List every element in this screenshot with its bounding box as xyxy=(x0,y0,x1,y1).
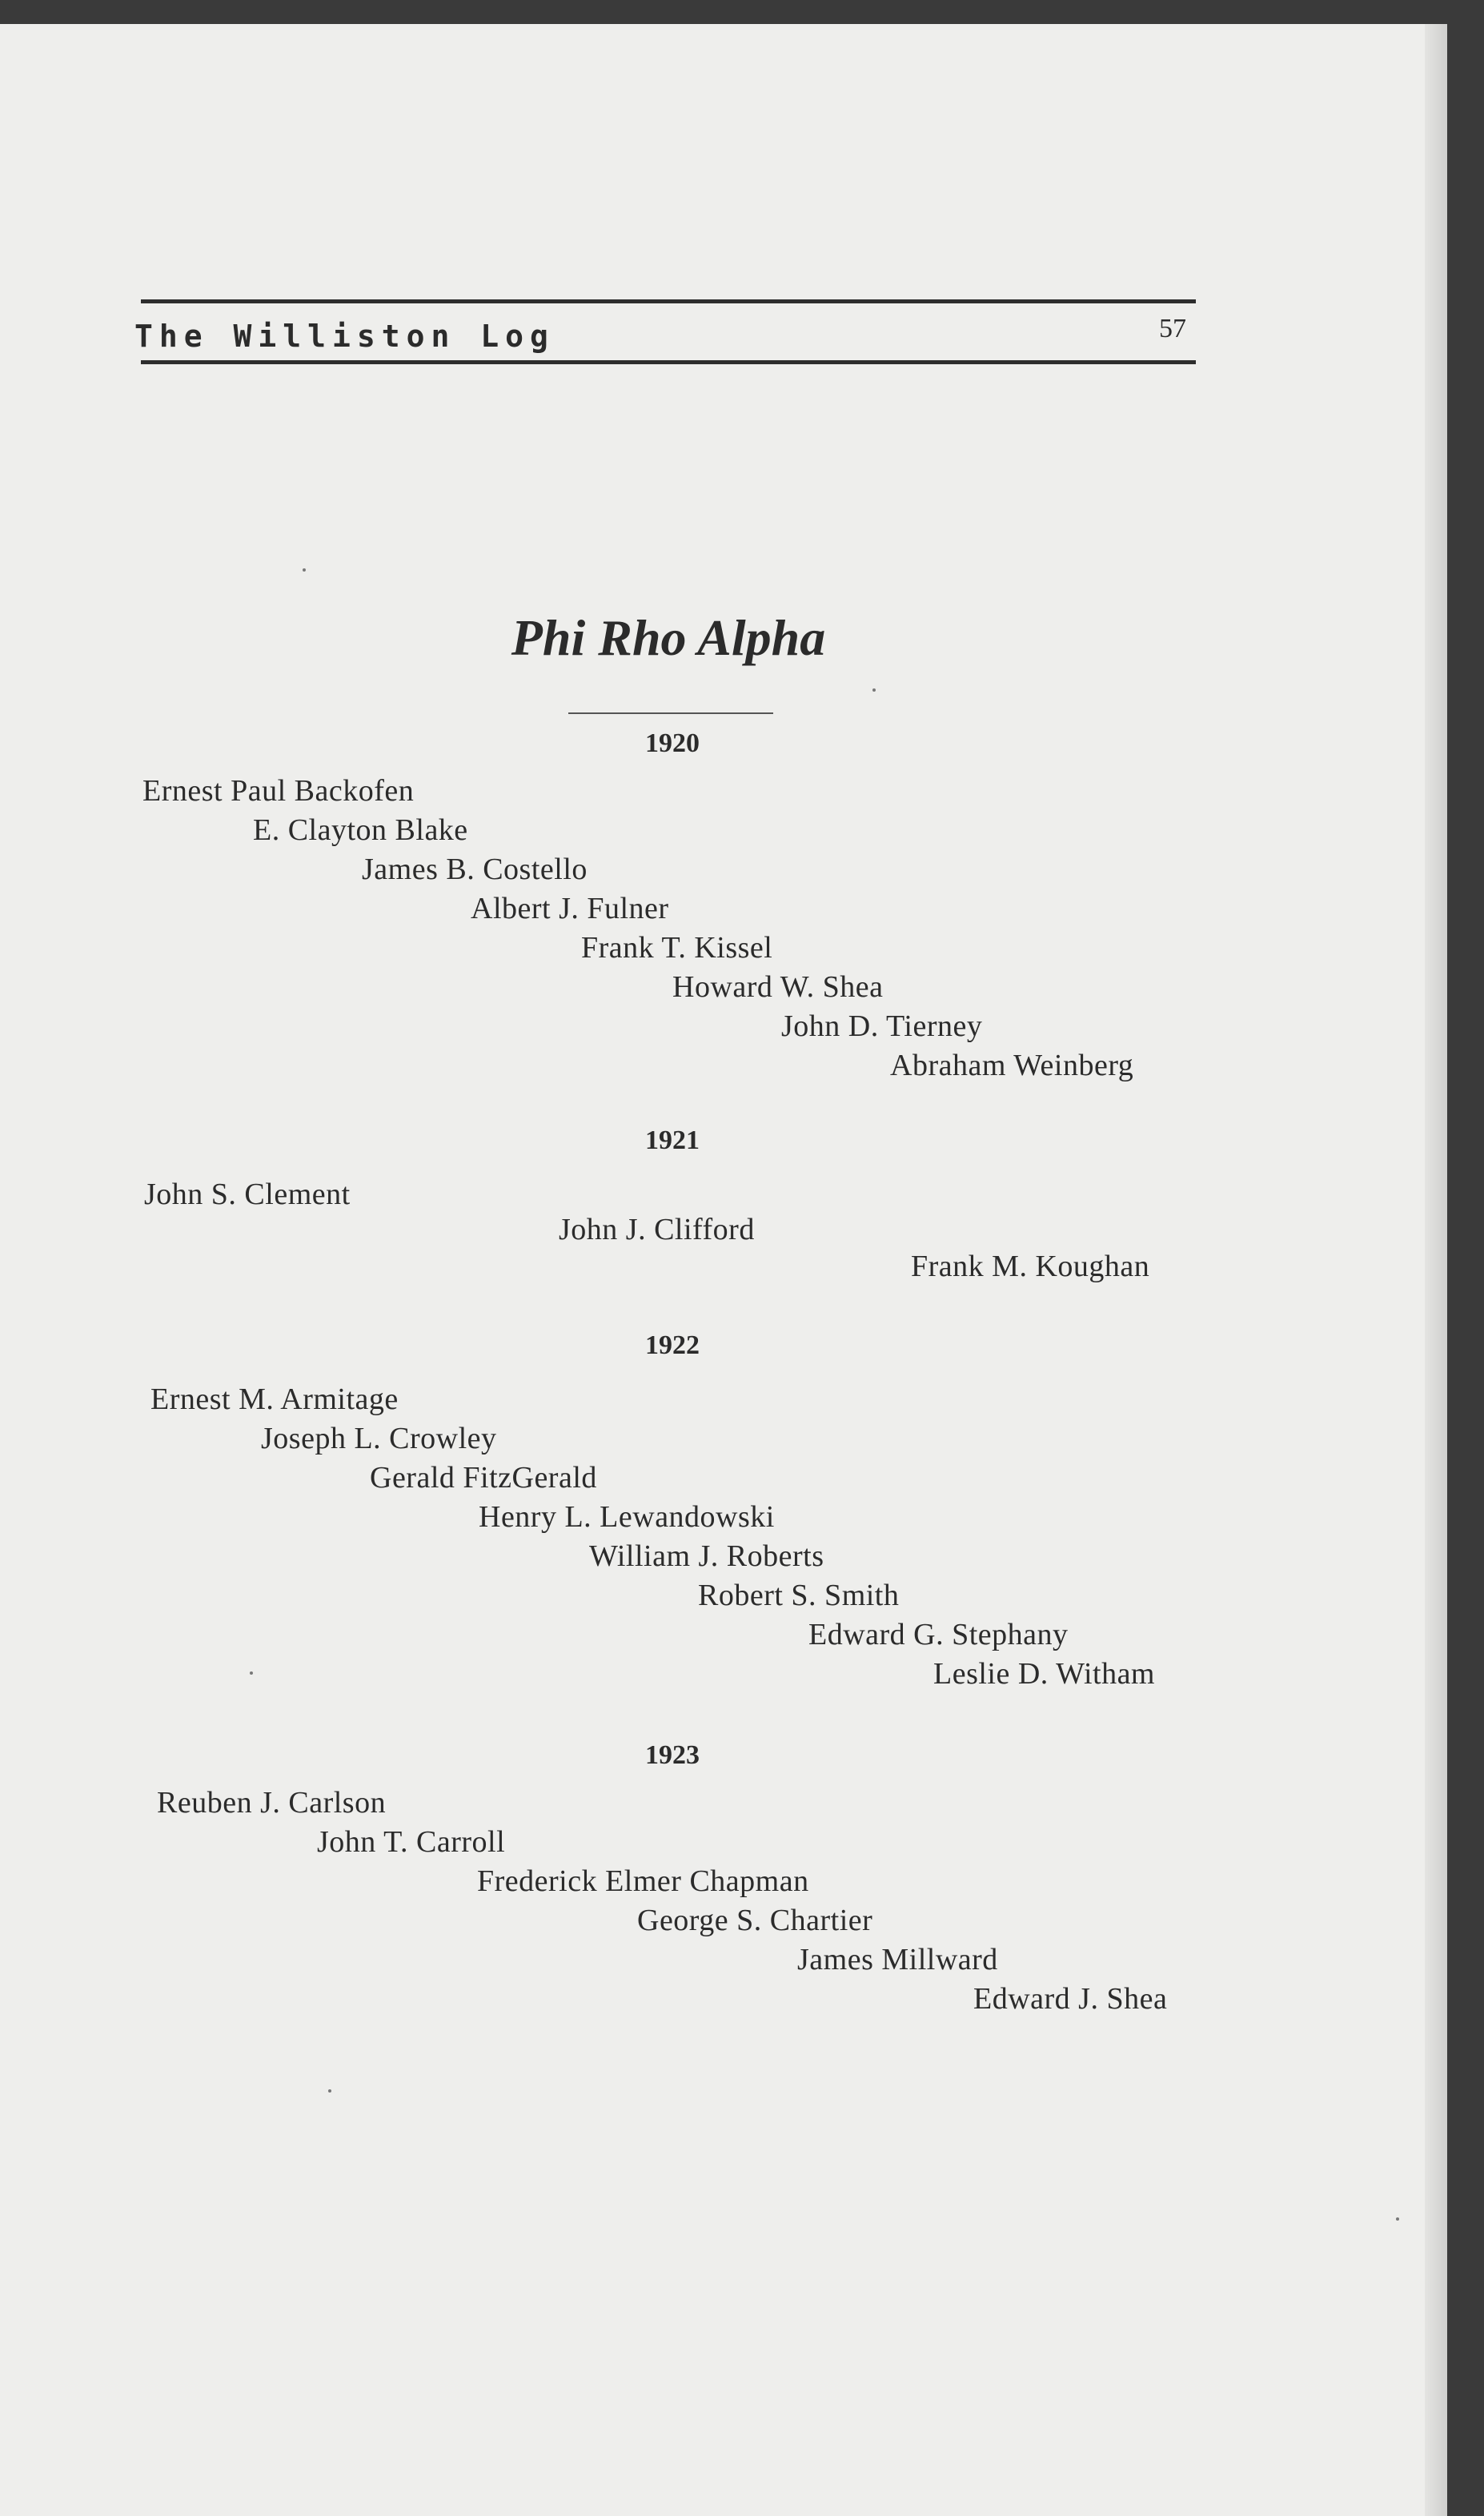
year-heading-1921: 1921 xyxy=(645,1126,700,1155)
member-name: John S. Clement xyxy=(144,1178,351,1211)
header-top-rule xyxy=(141,299,1196,303)
year-heading-1923: 1923 xyxy=(645,1740,700,1770)
page xyxy=(0,24,1447,2516)
member-name: Leslie D. Witham xyxy=(933,1657,1155,1691)
running-header-title: The Williston Log xyxy=(134,319,555,354)
member-name: Robert S. Smith xyxy=(698,1579,900,1612)
member-name: Edward G. Stephany xyxy=(808,1618,1069,1651)
scan-speck xyxy=(328,2089,331,2093)
member-name: Edward J. Shea xyxy=(973,1982,1168,2016)
member-name: Abraham Weinberg xyxy=(890,1049,1134,1082)
page-number: 57 xyxy=(1159,314,1186,343)
member-name: John D. Tierney xyxy=(781,1009,983,1043)
member-name: James B. Costello xyxy=(362,853,588,886)
scan-speck xyxy=(303,568,306,572)
scan-speck xyxy=(872,688,876,692)
member-name: Ernest M. Armitage xyxy=(150,1382,399,1416)
member-name: Ernest Paul Backofen xyxy=(142,774,415,808)
member-name: Frank M. Koughan xyxy=(911,1250,1150,1283)
scan-speck xyxy=(250,1671,253,1675)
member-name: E. Clayton Blake xyxy=(253,813,468,847)
member-name: Frederick Elmer Chapman xyxy=(477,1864,809,1898)
member-name: Joseph L. Crowley xyxy=(261,1422,497,1455)
header-bottom-rule xyxy=(141,360,1196,364)
page-edge xyxy=(1425,24,1447,2516)
member-name: John J. Clifford xyxy=(559,1213,755,1246)
member-name: Albert J. Fulner xyxy=(471,892,669,925)
member-name: Gerald FitzGerald xyxy=(370,1461,597,1495)
member-name: John T. Carroll xyxy=(317,1825,506,1859)
title-divider xyxy=(568,712,773,714)
member-name: Henry L. Lewandowski xyxy=(479,1500,775,1534)
member-name: George S. Chartier xyxy=(637,1904,873,1937)
member-name: Frank T. Kissel xyxy=(581,931,773,965)
page-title: Phi Rho Alpha xyxy=(511,609,826,666)
member-name: William J. Roberts xyxy=(589,1539,824,1573)
member-name: Howard W. Shea xyxy=(672,970,884,1004)
scan-speck xyxy=(1396,2217,1399,2221)
member-name: James Millward xyxy=(797,1943,998,1976)
year-heading-1920: 1920 xyxy=(645,728,700,758)
year-heading-1922: 1922 xyxy=(645,1330,700,1360)
member-name: Reuben J. Carlson xyxy=(157,1786,387,1820)
